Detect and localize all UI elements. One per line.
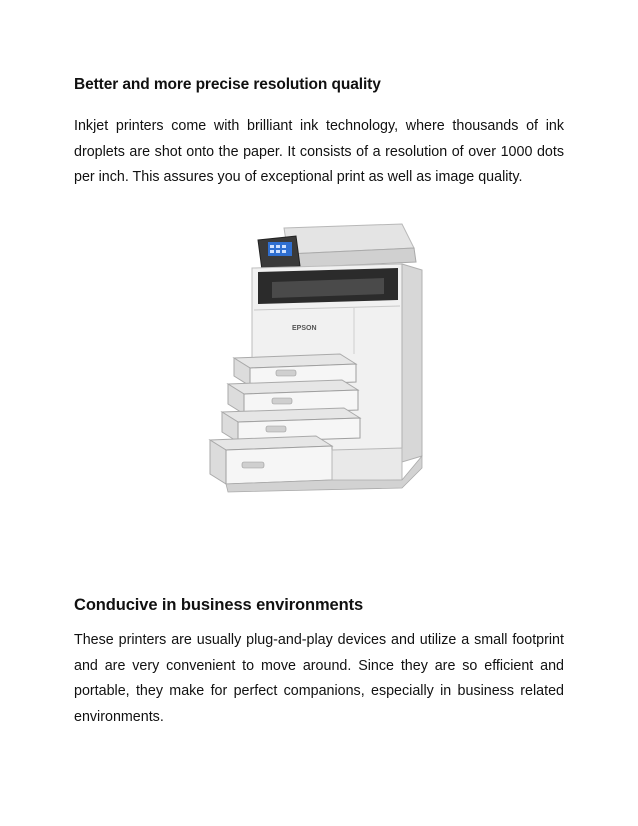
- section-body-resolution: Inkjet printers come with brilliant ink technology, where thousands of ink droplets are shot onto the paper. It consists of a resolution of over 1000 dots per inch. This assures you of exceptional print as well as image quality.: [74, 118, 564, 186]
- section-body-business: These printers are usually plug-and-play devices and utilize a small footprint and are very convenient to move around. Since they are so efficient and portable, they make for perfect companions, especially in business related environments.: [74, 632, 564, 725]
- printer-brand-label: EPSON: [292, 325, 317, 332]
- drawer: [210, 436, 332, 484]
- printer-figure: [188, 218, 428, 510]
- section-heading-business: Conducive in business environments: [74, 596, 364, 614]
- section-heading-resolution: Better and more precise resolution quality: [74, 76, 381, 93]
- printer-image-icon: [188, 218, 428, 510]
